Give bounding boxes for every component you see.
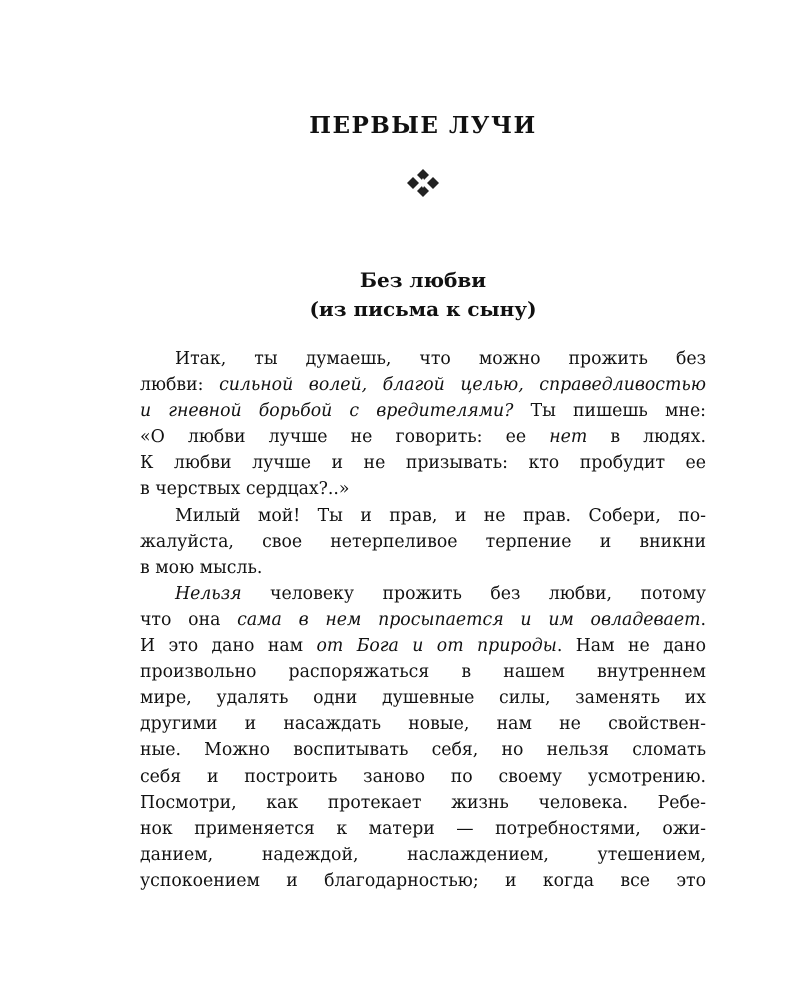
- text-line: [140, 633, 706, 659]
- text-line: [140, 868, 706, 894]
- text-line: [140, 659, 706, 685]
- text-line: [140, 842, 706, 868]
- text-segment: что она: [140, 609, 238, 630]
- text-segment: Итак, ты думаешь, что можно прожить без: [175, 349, 706, 369]
- text-segment: произвольно распоряжаться в нашем внутреннем: [140, 662, 706, 683]
- text-line: [140, 503, 706, 529]
- text-segment: К любви лучше и не призывать: кто пробудит ее: [140, 453, 706, 474]
- text-segment: данием, надеждой, наслаждением, утешением,: [140, 844, 706, 865]
- text-line: [140, 711, 706, 737]
- italic-text-segment: сильной волей, благой целью, справедливостью: [219, 375, 706, 396]
- text-segment: в людях.: [587, 427, 706, 448]
- text-segment: . Нам не дано: [556, 636, 706, 657]
- italic-text-segment: от Бога и от природы: [316, 636, 557, 657]
- text-line: [140, 737, 706, 763]
- text-segment: Милый мой! Ты и прав, и не прав. Собери, по-: [175, 505, 706, 526]
- text-segment: другими и насаждать новые, нам не свойствен-: [140, 714, 706, 735]
- text-line: [140, 450, 706, 476]
- text-segment: в черствых сердцах?..»: [140, 479, 350, 500]
- text-segment: .: [700, 609, 706, 630]
- text-segment: в мою мысль.: [140, 557, 263, 578]
- text-line: [140, 816, 706, 842]
- italic-text-segment: Нельзя: [175, 583, 242, 604]
- text-segment: Посмотри, как протекает жизнь человека. Ребе-: [140, 792, 706, 813]
- diamond-ornament-icon: [404, 168, 442, 198]
- body-text: [140, 346, 706, 894]
- text-line: [140, 764, 706, 790]
- text-line: [140, 424, 706, 450]
- text-line: [140, 476, 706, 502]
- chapter-title: [0, 266, 800, 324]
- text-line: [140, 346, 706, 372]
- text-segment: любви:: [140, 375, 220, 396]
- section-title: ПЕРВЫЕ ЛУЧИ: [309, 112, 537, 139]
- text-line: [140, 372, 706, 398]
- chapter-title-line-1: Без любви: [359, 268, 487, 292]
- text-segment: Ты пишешь мне:: [513, 401, 706, 422]
- italic-text-segment: и гневной борьбой с вредителями?: [140, 401, 514, 422]
- text-segment: «О любви лучше не говорить: ее: [140, 427, 550, 448]
- text-segment: себя и построить заново по своему усмотрению.: [140, 766, 706, 787]
- text-line: [140, 685, 706, 711]
- text-line: [140, 398, 706, 424]
- text-segment: человеку прожить без любви, потому: [241, 583, 706, 604]
- text-segment: И это дано нам: [140, 636, 317, 657]
- italic-text-segment: сама в нем просыпается и им овладевает: [237, 609, 701, 630]
- text-line: [140, 555, 706, 581]
- italic-text-segment: нет: [549, 427, 588, 448]
- text-segment: жалуйста, свое нетерпеливое терпение и вникни: [140, 531, 706, 552]
- chapter-subtitle: (из письма к сыну): [309, 297, 537, 321]
- text-segment: успокоением и благодарностью; и когда все это: [140, 870, 706, 891]
- text-line: [140, 529, 706, 555]
- text-line: [140, 581, 706, 607]
- text-line: [140, 607, 706, 633]
- text-segment: мире, удалять одни душевные силы, заменять их: [140, 688, 706, 709]
- text-segment: нок применяется к матери — потребностями, ожи-: [140, 818, 706, 839]
- text-segment: ные. Можно воспитывать себя, но нельзя сломать: [140, 740, 706, 761]
- text-line: [140, 790, 706, 816]
